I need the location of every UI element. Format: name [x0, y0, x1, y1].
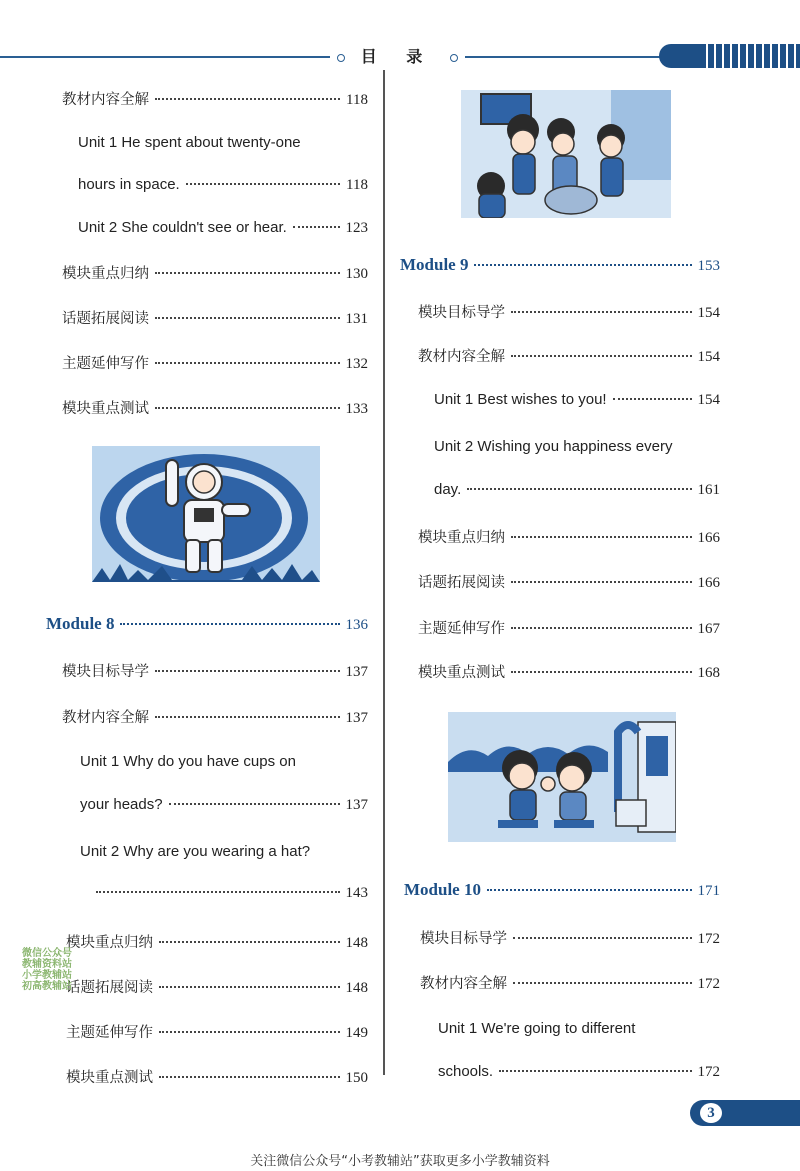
dot-leader: [155, 317, 340, 319]
header-dot-icon: [337, 54, 345, 62]
toc-entry-unit[interactable]: Unit 1 He spent about twenty-one: [78, 134, 301, 151]
toc-entry[interactable]: Unit 2 She couldn't see or hear. 123: [78, 219, 368, 236]
astronaut-illustration: [92, 446, 320, 582]
toc-entry[interactable]: 模块目标导学 154: [418, 305, 720, 321]
dot-leader: [120, 623, 339, 625]
toc-entry[interactable]: 模块重点测试 168: [418, 665, 720, 681]
header-decoration-bar: [659, 44, 800, 68]
toc-entry[interactable]: 143: [90, 885, 368, 911]
dot-leader: [159, 986, 340, 988]
module-10-heading[interactable]: Module 10 171: [404, 880, 720, 899]
dot-leader: [155, 670, 340, 672]
toc-entry[interactable]: 教材内容全解 154: [418, 349, 720, 365]
module-9-heading[interactable]: Module 9 153: [400, 255, 720, 274]
dot-leader: [511, 311, 692, 313]
dot-leader: [293, 226, 340, 228]
dot-leader: [511, 581, 692, 583]
toc-entry[interactable]: 话题拓展阅读 131: [62, 311, 368, 327]
children-illustration: [461, 90, 671, 218]
dot-leader: [499, 1070, 691, 1072]
toc-entry-unit[interactable]: Unit 1 We're going to different: [438, 1020, 636, 1037]
dot-leader: [169, 803, 340, 805]
dot-leader: [511, 627, 692, 629]
dot-leader: [474, 264, 691, 266]
column-divider: [383, 70, 385, 1075]
toc-entry[interactable]: Unit 1 Best wishes to you! 154: [434, 391, 720, 408]
toc-entry[interactable]: 主题延伸写作 167: [418, 621, 720, 637]
dot-leader: [159, 1031, 340, 1033]
toc-entry[interactable]: 话题拓展阅读 166: [418, 575, 720, 591]
dot-leader: [513, 937, 692, 939]
watermark-stamp: 微信公众号 教辅资料站 小学教辅站 初高教辅站: [22, 948, 72, 992]
toc-entry[interactable]: 教材内容全解 172: [420, 976, 720, 992]
toc-entry-unit[interactable]: Unit 1 Why do you have cups on: [80, 753, 296, 770]
dot-leader: [186, 183, 340, 185]
dot-leader: [155, 272, 340, 274]
toc-entry[interactable]: 教材内容全解 118: [62, 92, 368, 108]
toc-entry[interactable]: hours in space. 118: [78, 176, 368, 193]
toc-entry[interactable]: 模块重点归纳 130: [62, 266, 368, 282]
dot-leader: [513, 982, 692, 984]
toc-entry[interactable]: 教材内容全解 137: [62, 710, 368, 726]
dot-leader: [155, 98, 340, 100]
dot-leader: [155, 716, 340, 718]
footer-note: 关注微信公众号“小考教辅站”获取更多小学教辅资料: [250, 1154, 550, 1169]
dot-leader: [467, 488, 691, 490]
toc-entry[interactable]: 模块目标导学 172: [420, 931, 720, 947]
dot-leader: [487, 889, 692, 891]
toc-entry[interactable]: your heads? 137: [80, 796, 368, 813]
toc-entry[interactable]: 模块重点测试 133: [62, 401, 368, 417]
toc-entry-unit[interactable]: Unit 2 Why are you wearing a hat?: [80, 843, 311, 860]
toc-entry[interactable]: 模块重点测试 150: [66, 1070, 368, 1086]
page-title: 目 录: [330, 44, 465, 70]
page-number: 3: [700, 1103, 722, 1123]
dot-leader: [159, 941, 340, 943]
dot-leader: [511, 536, 692, 538]
module-8-heading[interactable]: Module 8 136: [46, 614, 368, 633]
toc-entry[interactable]: 模块重点归纳 166: [418, 530, 720, 546]
high-five-illustration: [448, 712, 676, 842]
dot-leader: [159, 1076, 340, 1078]
dot-leader: [511, 355, 692, 357]
toc-entry[interactable]: 话题拓展阅读 148: [66, 980, 368, 996]
toc-entry[interactable]: 模块目标导学 137: [62, 664, 368, 680]
dot-leader: [613, 398, 692, 400]
dot-leader: [96, 891, 340, 893]
toc-entry[interactable]: 主题延伸写作 132: [62, 356, 368, 372]
toc-entry-unit[interactable]: Unit 2 Wishing you happiness every: [434, 438, 673, 455]
toc-entry[interactable]: day. 161: [434, 481, 720, 498]
toc-entry[interactable]: 主题延伸写作 149: [66, 1025, 368, 1041]
toc-entry[interactable]: schools. 172: [438, 1063, 720, 1080]
header-dot-icon: [450, 54, 458, 62]
dot-leader: [155, 407, 340, 409]
dot-leader: [511, 671, 692, 673]
toc-entry[interactable]: 模块重点归纳 148: [66, 935, 368, 951]
dot-leader: [155, 362, 340, 364]
